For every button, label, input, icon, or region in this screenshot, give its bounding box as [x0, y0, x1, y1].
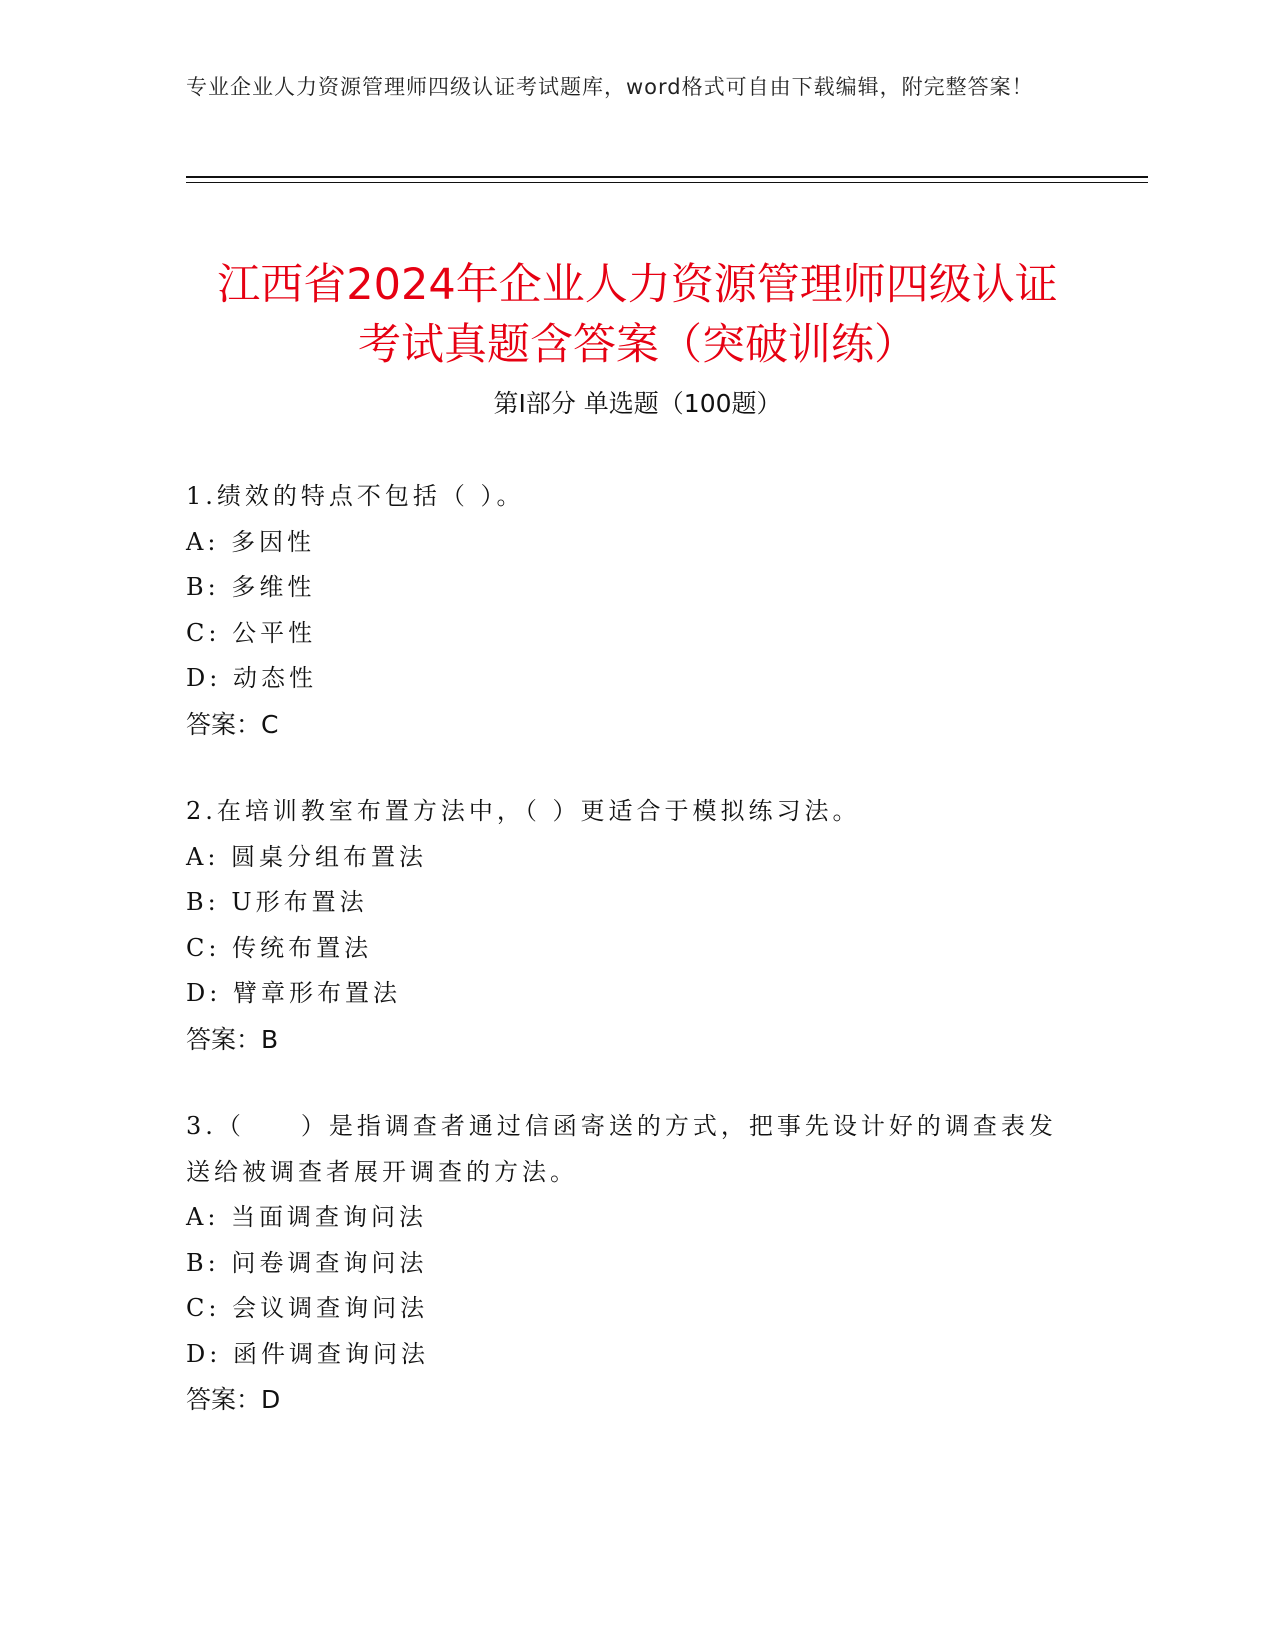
header-note: 专业企业人力资源管理师四级认证考试题库，word格式可自由下载编辑，附完整答案！: [186, 75, 1034, 99]
question-3: [186, 1104, 1076, 1423]
option-b: B: U形布置法: [186, 888, 368, 916]
header-divider: [186, 176, 1148, 178]
option-d: D: 动态性: [186, 664, 317, 692]
answer: 答案：D: [186, 1385, 281, 1414]
answer: 答案：C: [186, 709, 279, 739]
option-c: C: 传统布置法: [186, 933, 373, 962]
document-title-line-2: 考试真题含答案（突破训练）: [358, 319, 917, 370]
document-title: [150, 255, 1125, 375]
document-title-line-1: 江西省2024年企业人力资源管理师四级认证: [217, 259, 1058, 310]
option-d: D: 臂章形布置法: [186, 979, 401, 1007]
question-1: [186, 474, 1076, 747]
answer: 答案：B: [186, 1024, 279, 1054]
question-2: [186, 789, 1076, 1062]
option-a: A: 当面调查询问法: [186, 1203, 428, 1231]
question-list: [186, 474, 1076, 1465]
question-stem: 2.在培训教室布置方法中，（ ）更适合于模拟练习法。: [186, 797, 861, 825]
option-a: A: 圆桌分组布置法: [186, 842, 428, 871]
option-d: D: 函件调查询问法: [186, 1339, 429, 1368]
option-c: C: 公平性: [186, 618, 317, 647]
option-b: B: 问卷调查询问法: [186, 1248, 428, 1277]
question-stem: 3.（ ）是指调查者通过信函寄送的方式，把事先设计好的调查表发送给被调查者展开调查的方法。: [186, 1112, 1057, 1186]
option-c: C: 会议调查询问法: [186, 1294, 429, 1322]
header-divider-thin: [186, 182, 1148, 183]
question-stem: 1.绩效的特点不包括（ ）。: [186, 482, 525, 510]
option-b: B: 多维性: [186, 573, 316, 601]
option-a: A: 多因性: [186, 527, 316, 556]
section-title: 第Ⅰ部分 单选题（100题）: [493, 389, 782, 418]
